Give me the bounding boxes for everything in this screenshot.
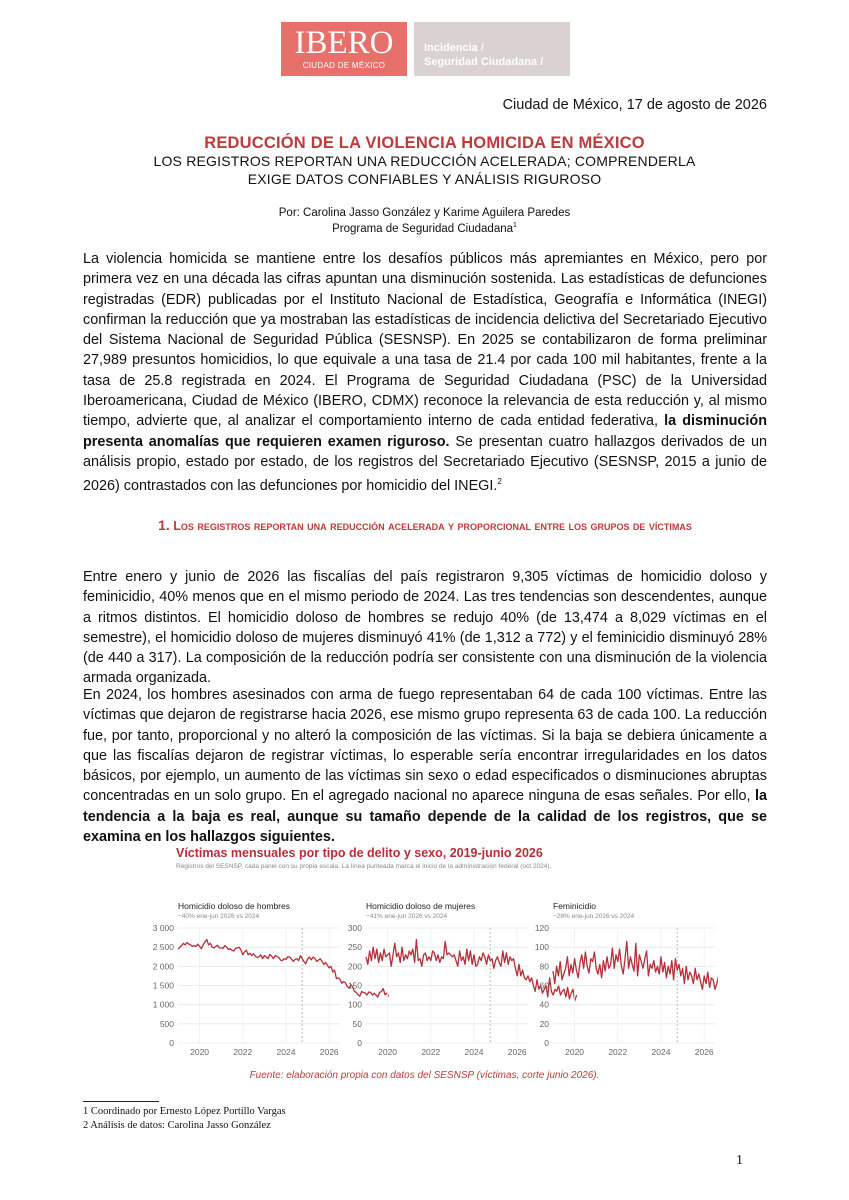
y-tick-label: 0 <box>169 1038 174 1048</box>
y-tick-label: 100 <box>534 942 549 953</box>
x-tick-label: 2026 <box>507 1047 527 1057</box>
section-number: 1. <box>158 517 170 533</box>
x-tick-label: 2026 <box>694 1047 714 1057</box>
y-tick-label: 150 <box>347 980 362 991</box>
y-tick-label: 300 <box>347 923 362 933</box>
y-tick-label: 500 <box>159 1018 174 1029</box>
y-tick-label: 1 000 <box>152 999 174 1010</box>
y-tick-label: 250 <box>347 942 362 953</box>
footnote-ref-2: 2 <box>497 477 502 487</box>
section-1-paragraph-2-text: En 2024, los hombres asesinados con arma de fuego representaban 64 de cada 100 víctimas. Entre las víctimas que dejaron de registrarse hacia 2026, ese mismo grupo representa 63 de cada 100. La reducción fue, por tanto, proporcional y no alteró la composición de las víctimas. Si la baja se debiera únicamente a que las fiscalías dejaron de registrar víctimas, lo esperable sería encontrar irregularidades en los datos básicos, por ejemplo, un aumento de las víctimas sin sexo o edad especificados o disminuciones abruptas concentradas en un solo grupo. En el agregado nacional no aparece ninguna de esas señales. Por ello, <box>83 687 767 805</box>
y-tick-label: 60 <box>539 980 549 991</box>
y-tick-label: 3 000 <box>152 923 174 933</box>
x-tick-label: 2020 <box>565 1047 585 1057</box>
x-tick-label: 2024 <box>651 1047 671 1057</box>
x-tick-label: 2024 <box>464 1047 484 1057</box>
ibero-logo-text: IBERO <box>294 25 394 61</box>
series-line <box>553 941 718 1004</box>
x-tick-label: 2022 <box>608 1047 628 1057</box>
panel-change-label: −40% ene-jun 2026 vs 2024 <box>178 913 260 920</box>
program-logo <box>414 22 570 76</box>
panel-change-label: −41% ene-jun 2026 vs 2024 <box>366 913 448 920</box>
ibero-logo <box>281 22 407 76</box>
footnote-divider <box>83 1101 159 1102</box>
authors-line: Por: Carolina Jasso González y Karime Aguilera Paredes <box>278 207 571 219</box>
x-tick-label: 2026 <box>319 1047 339 1057</box>
document-title: REDUCCIÓN DE LA VIOLENCIA HOMICIDA EN MÉXICO <box>204 134 645 152</box>
y-tick-label: 50 <box>352 1018 362 1029</box>
section-heading-1 <box>90 515 760 536</box>
intro-paragraph <box>83 249 767 496</box>
panel-title: Homicidio doloso de mujeres <box>366 901 476 911</box>
y-tick-label: 1 500 <box>152 980 174 991</box>
intro-text-b: Se presentan cuatro hallazgos derivados de un análisis propio, estado por estado, de los registros del Secretariado Ejecutivo (SESNSP, 2015 a junio de 2026) contrastados con las defunciones por homicidio del INEGI. <box>83 433 767 495</box>
program-line <box>0 222 849 235</box>
y-tick-label: 2 000 <box>152 961 174 972</box>
y-tick-label: 0 <box>357 1038 362 1048</box>
chart-title: Víctimas mensuales por tipo de delito y sexo, 2019-junio 2026 <box>176 846 543 860</box>
document-subtitle-line-1: LOS REGISTROS REPORTAN UNA REDUCCIÓN ACELERADA; COMPRENDERLA <box>153 153 696 169</box>
y-tick-label: 100 <box>347 999 362 1010</box>
footnote-2: 2 Análisis de datos: Carolina Jasso González <box>83 1120 271 1131</box>
intro-bold-statement: la disminución presenta anomalías que requieren examen riguroso. <box>83 413 767 450</box>
y-tick-label: 80 <box>539 961 549 972</box>
x-tick-label: 2020 <box>378 1047 398 1057</box>
program-name: Programa de Seguridad Ciudadana <box>332 222 514 235</box>
x-tick-label: 2020 <box>190 1047 210 1057</box>
y-tick-label: 20 <box>539 1018 549 1029</box>
x-tick-label: 2022 <box>233 1047 253 1057</box>
x-tick-label: 2022 <box>421 1047 441 1057</box>
chart-source-note: Fuente: elaboración propia con datos del SESNSP (víctimas, corte junio 2026). <box>249 1070 600 1081</box>
page-number: 1 <box>736 1153 743 1168</box>
document-date: Ciudad de México, 17 de agosto de 2026 <box>502 97 767 113</box>
document-subtitle-line-2: EXIGE DATOS CONFIABLES Y ANÁLISIS RIGUROSO <box>247 171 602 187</box>
section-1-paragraph-1: Entre enero y junio de 2026 las fiscalías del país registraron 9,305 víctimas de homicidio doloso y feminicidio, 40% menos que en el mismo periodo de 2024. Las tres tendencias son descendentes, aunque a ritmos distintos. El homicidio doloso de hombres se redujo 40% (de 13,474 a 8,029 víctimas en el semestre), el homicidio doloso de mujeres disminuyó 41% (de 1,312 a 772) y el feminicidio disminuyó 28% (de 440 a 317). La composición de la reducción podría ser consistente con una disminución de la violencia armada organizada. <box>83 569 767 687</box>
panel-change-label: −28% ene-jun 2026 vs 2024 <box>553 913 635 920</box>
chart-subtitle: Registros del SESNSP, cada panel con su propia escala. La línea punteada marca el inicio de la administración federal (oct 2024). <box>176 863 552 870</box>
y-tick-label: 0 <box>544 1038 549 1048</box>
panel-title: Homicidio doloso de hombres <box>178 901 290 911</box>
panel-title: Feminicidio <box>553 901 596 911</box>
x-tick-label: 2024 <box>276 1047 296 1057</box>
program-logo-line-2: Seguridad Ciudadana / <box>424 56 544 68</box>
y-tick-label: 200 <box>347 961 362 972</box>
section-heading-text: Los registros reportan una reducción acelerada y proporcional entre los grupos de víctimas <box>173 519 692 533</box>
intro-text-a: La violencia homicida se mantiene entre los desafíos públicos más apremiantes en México, pero por primera vez en una década las cifras apuntan una disminución sostenida. Las estadísticas de defunciones registradas (EDR) publicadas por el Instituto Nacional de Estadística, Geografía e Informática (INEGI) confirman la reducción que ya mostraban las estadísticas de incidencia delictiva del Secretariado Ejecutivo del Sistema Nacional de Seguridad Pública (SESNSP). En 2025 se contabilizaron de forma preliminar 27,989 presuntos homicidios, lo que equivale a una tasa de 21.4 por cada 100 mil habitantes, frente a la tasa de 25.8 registrada en 2024. El Programa de Seguridad Ciudadana (PSC) de la Universidad Iberoamericana, Ciudad de México (IBERO, CDMX) reconoce la relevancia de esta reducción y, al mismo tiempo, advierte que, al analizar el comportamiento interno de cada entidad federativa, <box>83 251 767 430</box>
section-1-paragraph-2 <box>83 685 767 847</box>
y-tick-label: 120 <box>534 923 549 933</box>
ibero-logo-subtext: CIUDAD DE MÉXICO <box>302 61 386 70</box>
y-tick-label: 40 <box>539 999 549 1010</box>
footnote-1: 1 Coordinado por Ernesto López Portillo Vargas <box>83 1106 286 1117</box>
victims-small-multiples-chart <box>148 895 718 1067</box>
section-1-paragraph-2-bold: la tendencia a la baja es real, aunque su tamaño depende de la calidad de los registros, que se examina en los hallazgos siguientes. <box>83 788 767 846</box>
y-tick-label: 2 500 <box>152 942 174 953</box>
program-logo-line-1: Incidencia / <box>424 42 484 54</box>
footnote-ref-1: 1 <box>513 222 517 229</box>
